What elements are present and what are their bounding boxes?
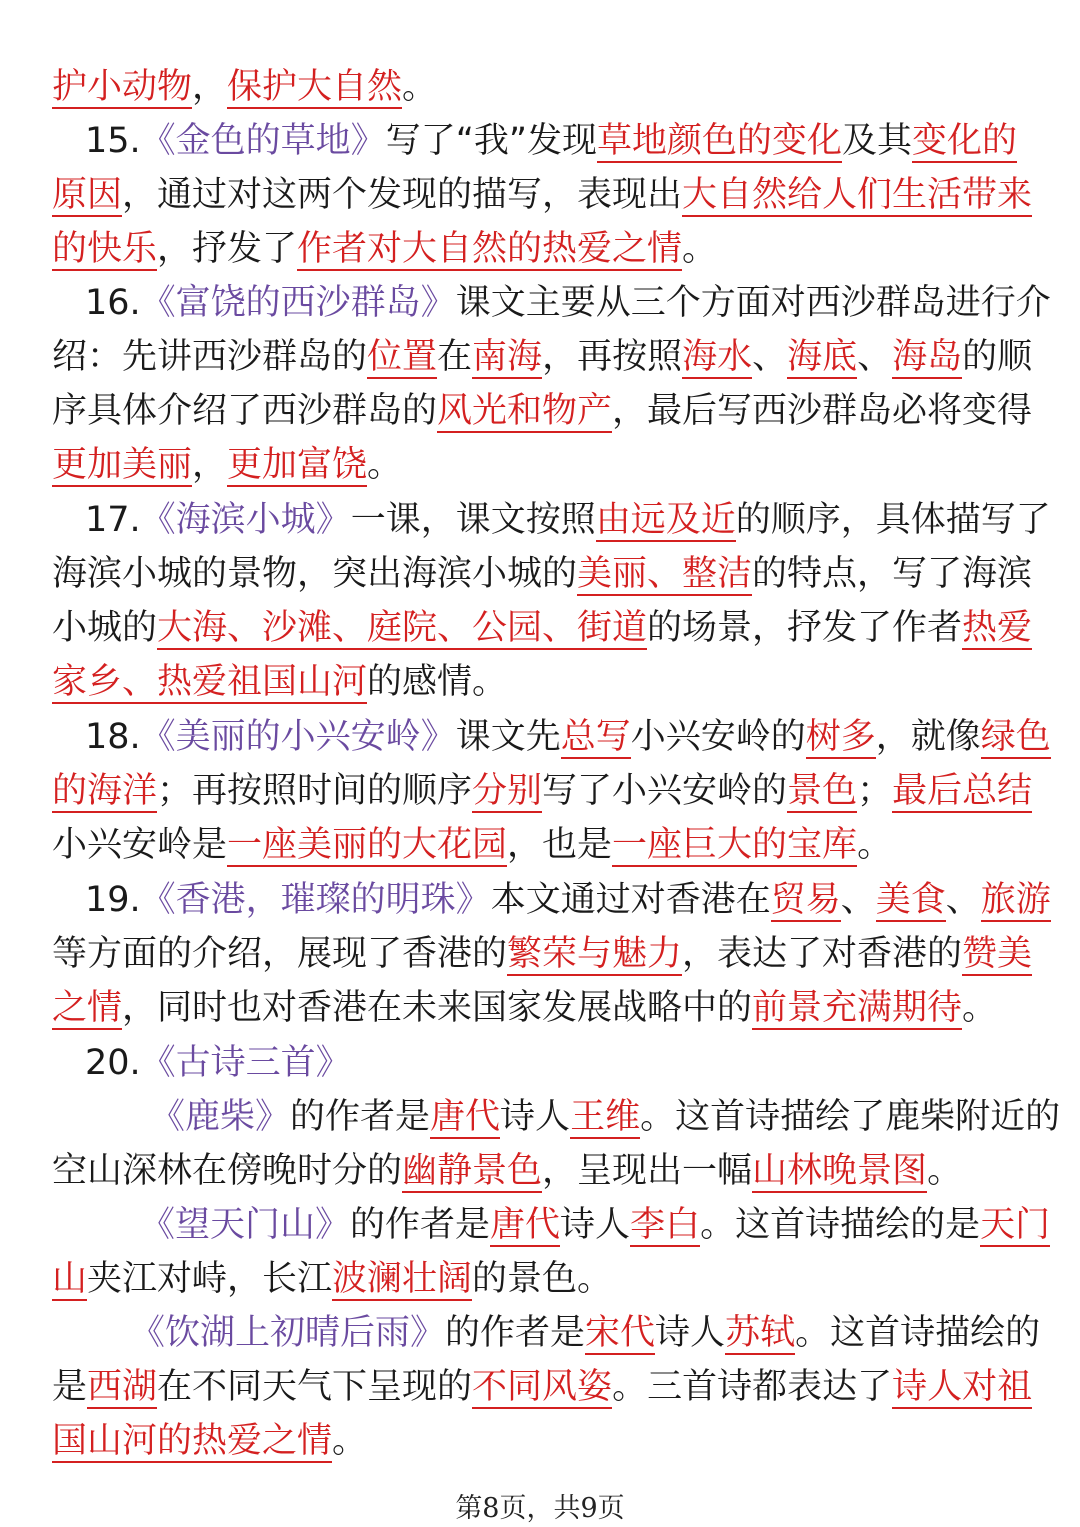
text-line xyxy=(85,114,1017,168)
body-text: 。这首诗描绘了鹿柴附近的 xyxy=(640,1097,1061,1137)
body-text: ； xyxy=(857,771,893,811)
body-text: 。 xyxy=(332,1421,368,1461)
highlighted-answer: 美丽、整洁 xyxy=(577,554,753,594)
lesson-title: 《鹿柴》 xyxy=(150,1097,291,1137)
body-text: 本文通过对香港在 xyxy=(490,880,771,920)
text-line xyxy=(52,981,997,1035)
highlighted-answer: 的快乐 xyxy=(52,229,158,269)
text-line xyxy=(52,60,437,114)
highlighted-answer: 苏轼 xyxy=(725,1313,796,1353)
highlighted-answer: 原因 xyxy=(52,175,123,215)
body-text: 小城的 xyxy=(52,608,158,648)
body-text: 。 xyxy=(402,67,438,107)
highlighted-answer: 美食 xyxy=(875,880,946,920)
text-line xyxy=(52,655,507,709)
body-text: 诗人 xyxy=(655,1313,726,1353)
highlighted-answer: 不同风姿 xyxy=(472,1367,613,1407)
lesson-title: 《美丽的小兴安岭》 xyxy=(140,717,456,757)
highlighted-answer: 草地颜色的变化 xyxy=(596,121,842,161)
body-text: 。 xyxy=(962,988,998,1028)
body-text: 、 xyxy=(857,337,893,377)
highlighted-answer: 变化的 xyxy=(911,121,1017,161)
body-text: 写了小兴安岭的 xyxy=(542,771,788,811)
text-line xyxy=(52,764,1032,818)
highlighted-answer: 的海洋 xyxy=(52,771,158,811)
body-text: 的顺 xyxy=(962,337,1033,377)
highlighted-answer: 海水 xyxy=(682,337,753,377)
highlighted-answer: 幽静景色 xyxy=(402,1151,543,1191)
text-line xyxy=(150,1090,1060,1144)
highlighted-answer: 位置 xyxy=(367,337,438,377)
body-text: 的作者是 xyxy=(290,1097,431,1137)
body-text: ， xyxy=(192,67,228,107)
body-text: 、 xyxy=(840,880,876,920)
highlighted-answer: 一座美丽的大花园 xyxy=(227,825,508,865)
body-text: ， xyxy=(192,445,228,485)
text-line xyxy=(52,1144,962,1198)
highlighted-answer: 海底 xyxy=(787,337,858,377)
body-text: 20. xyxy=(85,1043,141,1083)
highlighted-answer: 风光和物产 xyxy=(437,391,613,431)
highlighted-answer: 更加美丽 xyxy=(52,445,193,485)
highlighted-answer: 总写 xyxy=(560,717,631,757)
body-text: 绍：先讲西沙群岛的 xyxy=(52,337,368,377)
body-text: 空山深林在傍晚时分的 xyxy=(52,1151,403,1191)
body-text: ，同时也对香港在未来国家发展战略中的 xyxy=(122,988,753,1028)
body-text: 及其 xyxy=(841,121,912,161)
body-text: 在不同天气下呈现的 xyxy=(157,1367,473,1407)
lesson-title: 《香港，璀璨的明珠》 xyxy=(140,880,491,920)
lesson-title: 《海滨小城》 xyxy=(140,500,351,540)
highlighted-answer: 作者对大自然的热爱之情 xyxy=(297,229,683,269)
body-text: ；再按照时间的顺序 xyxy=(157,771,473,811)
text-line xyxy=(52,1414,367,1468)
body-text: 17. xyxy=(85,500,141,540)
body-text: 、 xyxy=(945,880,981,920)
text-line xyxy=(52,1360,1032,1414)
text-line xyxy=(85,710,1051,764)
text-line xyxy=(85,493,1051,547)
body-text: 课文先 xyxy=(455,717,561,757)
text-line xyxy=(52,330,1032,384)
body-text: 。这首诗描绘的是 xyxy=(700,1205,981,1245)
body-text: 的景色。 xyxy=(472,1259,613,1299)
body-text: 的场景，抒发了作者 xyxy=(647,608,963,648)
body-text: 小兴安岭是 xyxy=(52,825,228,865)
text-line xyxy=(52,927,1032,981)
text-line xyxy=(85,276,1051,330)
highlighted-answer: 景色 xyxy=(787,771,858,811)
body-text: ，也是 xyxy=(507,825,613,865)
body-text: 夹江对峙，长江 xyxy=(87,1259,333,1299)
body-text: 一课，课文按照 xyxy=(350,500,596,540)
body-text: 海滨小城的景物，突出海滨小城的 xyxy=(52,554,578,594)
highlighted-answer: 海岛 xyxy=(892,337,963,377)
body-text: 。 xyxy=(927,1151,963,1191)
body-text: ，呈现出一幅 xyxy=(542,1151,753,1191)
highlighted-answer: 赞美 xyxy=(962,934,1033,974)
body-text: 在 xyxy=(437,337,473,377)
highlighted-answer: 国山河的热爱之情 xyxy=(52,1421,333,1461)
highlighted-answer: 前景充满期待 xyxy=(752,988,963,1028)
highlighted-answer: 家乡、热爱祖国山河 xyxy=(52,662,368,702)
highlighted-answer: 热爱 xyxy=(962,608,1033,648)
highlighted-answer: 护小动物 xyxy=(52,67,193,107)
text-line xyxy=(52,222,717,276)
page-footer: 第8页，共9页 xyxy=(455,1493,625,1524)
body-text: 是 xyxy=(52,1367,88,1407)
body-text: 。 xyxy=(857,825,893,865)
highlighted-answer: 山 xyxy=(52,1259,88,1299)
body-text: ，通过对这两个发现的描写，表现出 xyxy=(122,175,683,215)
body-text: 的特点，写了海滨 xyxy=(752,554,1033,594)
highlighted-answer: 树多 xyxy=(805,717,876,757)
body-text: 18. xyxy=(85,717,141,757)
highlighted-answer: 南海 xyxy=(472,337,543,377)
highlighted-answer: 繁荣与魅力 xyxy=(507,934,683,974)
body-text: 的顺序，具体描写了 xyxy=(735,500,1051,540)
highlighted-answer: 分别 xyxy=(472,771,543,811)
highlighted-answer: 之情 xyxy=(52,988,123,1028)
body-text: ，就像 xyxy=(875,717,981,757)
body-text: ，再按照 xyxy=(542,337,683,377)
lesson-title: 《古诗三首》 xyxy=(140,1043,351,1083)
body-text: 。 xyxy=(682,229,718,269)
text-line xyxy=(52,547,1032,601)
text-line xyxy=(52,168,1032,222)
highlighted-answer: 旅游 xyxy=(980,880,1051,920)
body-text: 、 xyxy=(752,337,788,377)
body-text: 小兴安岭的 xyxy=(630,717,806,757)
lesson-title: 《饮湖上初晴后雨》 xyxy=(130,1313,446,1353)
highlighted-answer: 贸易 xyxy=(770,880,841,920)
text-line xyxy=(52,818,892,872)
highlighted-answer: 由远及近 xyxy=(595,500,736,540)
body-text: 19. xyxy=(85,880,141,920)
body-text: 课文主要从三个方面对西沙群岛进行介 xyxy=(455,283,1051,323)
body-text: 的作者是 xyxy=(350,1205,491,1245)
text-line xyxy=(52,601,1032,655)
text-line xyxy=(130,1306,1040,1360)
highlighted-answer: 大海、沙滩、庭院、公园、街道 xyxy=(157,608,648,648)
body-text: 写了“我”发现 xyxy=(385,121,597,161)
highlighted-answer: 西湖 xyxy=(87,1367,158,1407)
text-line xyxy=(52,1252,612,1306)
body-text: 。 xyxy=(367,445,403,485)
highlighted-answer: 宋代 xyxy=(585,1313,656,1353)
lesson-title: 《望天门山》 xyxy=(140,1205,351,1245)
highlighted-answer: 保护大自然 xyxy=(227,67,403,107)
body-text: 诗人 xyxy=(560,1205,631,1245)
body-text: 等方面的介绍，展现了香港的 xyxy=(52,934,508,974)
highlighted-answer: 王维 xyxy=(570,1097,641,1137)
highlighted-answer: 大自然给人们生活带来 xyxy=(682,175,1033,215)
highlighted-answer: 一座巨大的宝库 xyxy=(612,825,858,865)
highlighted-answer: 最后总结 xyxy=(892,771,1033,811)
text-line xyxy=(52,384,1032,438)
text-line xyxy=(140,1198,1050,1252)
highlighted-answer: 绿色 xyxy=(980,717,1051,757)
highlighted-answer: 诗人对祖 xyxy=(892,1367,1033,1407)
body-text: ，最后写西沙群岛必将变得 xyxy=(612,391,1033,431)
highlighted-answer: 唐代 xyxy=(490,1205,561,1245)
highlighted-answer: 李白 xyxy=(630,1205,701,1245)
body-text: ，表达了对香港的 xyxy=(682,934,963,974)
body-text: 序具体介绍了西沙群岛的 xyxy=(52,391,438,431)
body-text: 15. xyxy=(85,121,141,161)
highlighted-answer: 更加富饶 xyxy=(227,445,368,485)
text-line xyxy=(85,873,1051,927)
highlighted-answer: 山林晚景图 xyxy=(752,1151,928,1191)
lesson-title: 《富饶的西沙群岛》 xyxy=(140,283,456,323)
body-text: ，抒发了 xyxy=(157,229,298,269)
body-text: 的作者是 xyxy=(445,1313,586,1353)
body-text: 16. xyxy=(85,283,141,323)
body-text: 的感情。 xyxy=(367,662,508,702)
body-text: 。这首诗描绘的 xyxy=(795,1313,1041,1353)
body-text: 。三首诗都表达了 xyxy=(612,1367,893,1407)
lesson-title: 《金色的草地》 xyxy=(140,121,386,161)
text-line xyxy=(85,1036,351,1090)
highlighted-answer: 波澜壮阔 xyxy=(332,1259,473,1299)
text-line xyxy=(52,438,402,492)
highlighted-answer: 唐代 xyxy=(430,1097,501,1137)
body-text: 诗人 xyxy=(500,1097,571,1137)
highlighted-answer: 天门 xyxy=(980,1205,1051,1245)
